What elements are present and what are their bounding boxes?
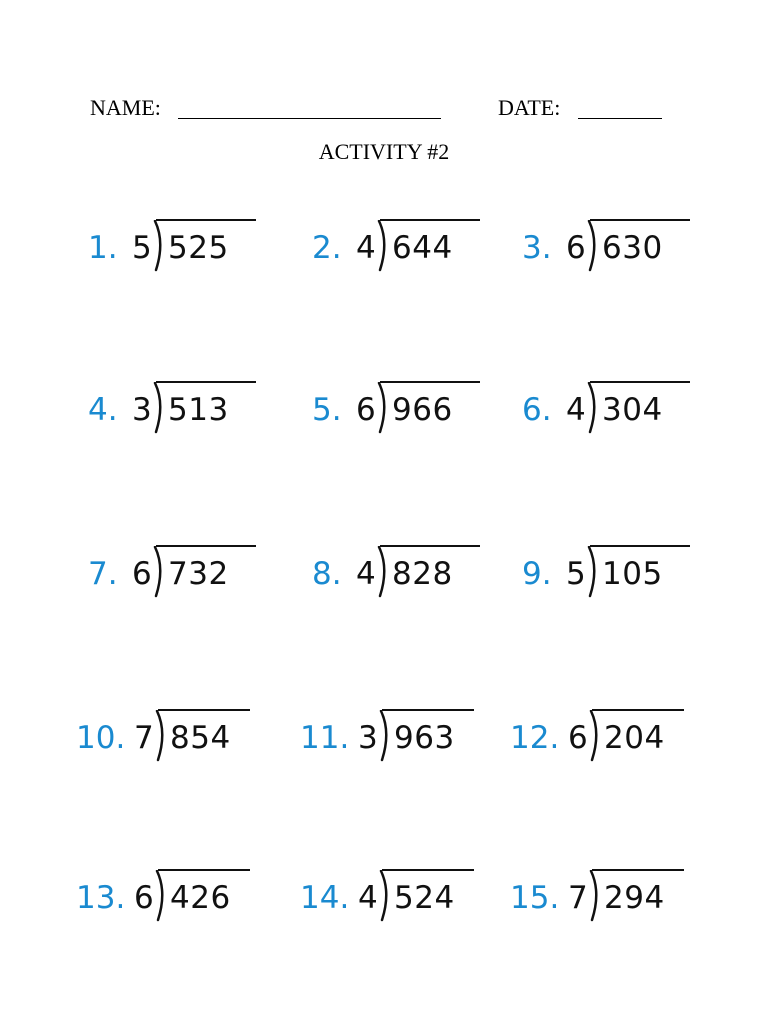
problem-number: 2. — [312, 230, 342, 266]
division-problem — [312, 380, 512, 440]
problem-number: 13. — [76, 880, 126, 916]
division-bracket-icon — [588, 870, 602, 926]
divisor: 6 — [566, 230, 586, 266]
division-problem — [510, 868, 710, 928]
problem-number: 4. — [88, 392, 118, 428]
problem-number: 1. — [88, 230, 118, 266]
problem-number: 14. — [300, 880, 350, 916]
division-bracket-icon — [586, 546, 600, 602]
division-problem — [510, 708, 710, 768]
problem-number: 3. — [522, 230, 552, 266]
division-problem — [522, 544, 722, 604]
division-bar — [590, 381, 690, 383]
problem-number: 11. — [300, 720, 350, 756]
problem-number: 5. — [312, 392, 342, 428]
division-problem — [76, 708, 276, 768]
divisor: 3 — [132, 392, 152, 428]
division-bar — [156, 381, 256, 383]
name-blank-line[interactable] — [178, 118, 441, 119]
division-problem — [300, 868, 500, 928]
division-problem — [300, 708, 500, 768]
dividend: 426 — [170, 880, 231, 916]
divisor: 4 — [566, 392, 586, 428]
division-problem — [88, 544, 288, 604]
division-bracket-icon — [376, 382, 390, 438]
division-bar — [590, 219, 690, 221]
dividend: 966 — [392, 392, 453, 428]
division-bar — [158, 869, 250, 871]
dividend: 732 — [168, 556, 229, 592]
name-label: NAME: — [90, 95, 161, 120]
division-problem — [312, 544, 512, 604]
date-label: DATE: — [498, 95, 561, 120]
division-bar — [156, 545, 256, 547]
date-blank-line[interactable] — [578, 118, 662, 119]
divisor: 5 — [132, 230, 152, 266]
divisor: 7 — [134, 720, 154, 756]
dividend: 513 — [168, 392, 229, 428]
dividend: 630 — [602, 230, 663, 266]
dividend: 525 — [168, 230, 229, 266]
problem-number: 15. — [510, 880, 560, 916]
dividend: 204 — [604, 720, 665, 756]
problem-number: 10. — [76, 720, 126, 756]
division-problem — [522, 218, 722, 278]
dividend: 294 — [604, 880, 665, 916]
division-problem — [88, 218, 288, 278]
divisor: 4 — [356, 556, 376, 592]
division-bracket-icon — [152, 382, 166, 438]
division-bar — [158, 709, 250, 711]
dividend: 524 — [394, 880, 455, 916]
divisor: 3 — [358, 720, 378, 756]
divisor: 4 — [358, 880, 378, 916]
division-problem — [522, 380, 722, 440]
divisor: 6 — [132, 556, 152, 592]
divisor: 7 — [568, 880, 588, 916]
problem-number: 12. — [510, 720, 560, 756]
divisor: 6 — [356, 392, 376, 428]
division-bracket-icon — [588, 710, 602, 766]
division-bar — [380, 545, 480, 547]
division-bar — [590, 545, 690, 547]
division-bracket-icon — [378, 870, 392, 926]
dividend: 105 — [602, 556, 663, 592]
problem-number: 7. — [88, 556, 118, 592]
division-bar — [156, 219, 256, 221]
division-bracket-icon — [586, 220, 600, 276]
division-bar — [382, 709, 474, 711]
division-bracket-icon — [154, 710, 168, 766]
division-bar — [382, 869, 474, 871]
division-bracket-icon — [152, 546, 166, 602]
division-bar — [380, 219, 480, 221]
division-problem — [312, 218, 512, 278]
division-problem — [76, 868, 276, 928]
division-bracket-icon — [586, 382, 600, 438]
division-bracket-icon — [376, 546, 390, 602]
dividend: 304 — [602, 392, 663, 428]
divisor: 5 — [566, 556, 586, 592]
worksheet-header — [0, 92, 768, 124]
activity-title: ACTIVITY #2 — [318, 139, 450, 164]
dividend: 644 — [392, 230, 453, 266]
division-bar — [592, 709, 684, 711]
division-bracket-icon — [376, 220, 390, 276]
problem-number: 9. — [522, 556, 552, 592]
divisor: 6 — [568, 720, 588, 756]
divisor: 6 — [134, 880, 154, 916]
divisor: 4 — [356, 230, 376, 266]
division-bar — [592, 869, 684, 871]
dividend: 828 — [392, 556, 453, 592]
division-problem — [88, 380, 288, 440]
problem-number: 8. — [312, 556, 342, 592]
problem-number: 6. — [522, 392, 552, 428]
division-bracket-icon — [378, 710, 392, 766]
division-bar — [380, 381, 480, 383]
dividend: 854 — [170, 720, 231, 756]
division-bracket-icon — [152, 220, 166, 276]
dividend: 963 — [394, 720, 455, 756]
division-bracket-icon — [154, 870, 168, 926]
